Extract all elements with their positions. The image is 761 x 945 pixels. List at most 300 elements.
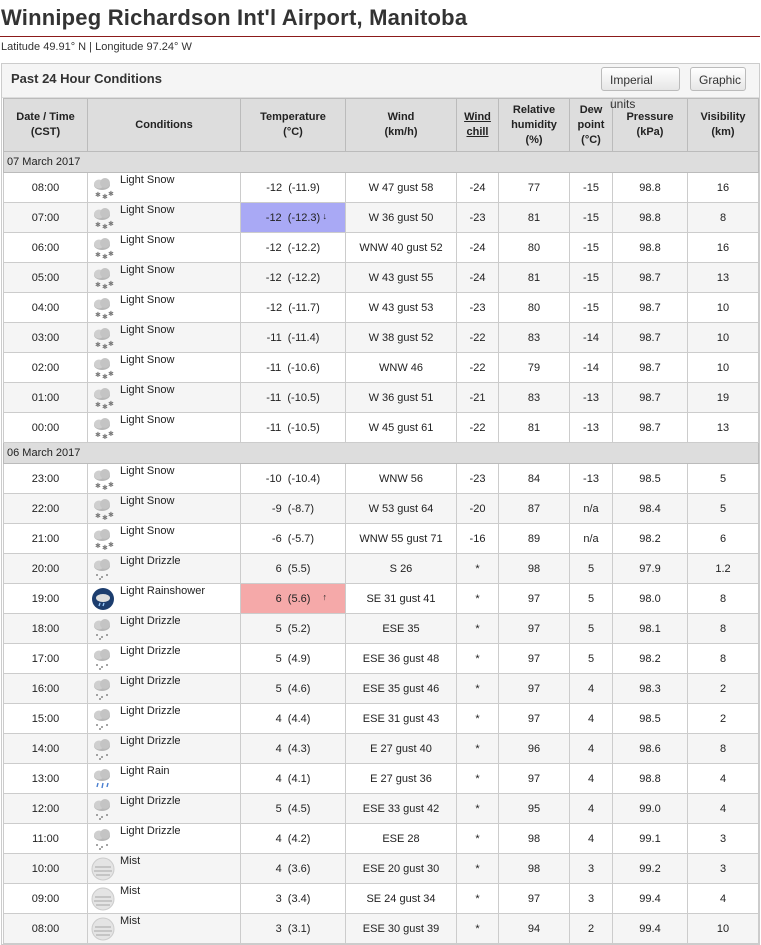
snow-icon [91,236,115,260]
snow-icon [91,416,115,440]
temperature-value: -11 (-10.5) [266,391,320,404]
dew-point-cell: -14 [570,353,613,383]
col-wind: Wind (km/h) [346,99,457,152]
conditions-cell [88,293,241,323]
wind-cell: E 27 gust 36 [346,764,457,794]
svg-text:✱: ✱ [95,402,101,409]
conditions-cell [88,584,241,614]
time-cell: 18:00 [4,614,88,644]
svg-text:✱: ✱ [95,483,101,490]
svg-text:✱: ✱ [102,284,108,290]
humidity-cell: 95 [499,794,570,824]
conditions-cell [88,704,241,734]
snow-icon [91,326,115,350]
svg-text:✱: ✱ [108,401,114,408]
humidity-cell: 94 [499,914,570,944]
time-cell: 19:00 [4,584,88,614]
temperature-cell [241,674,346,704]
svg-text:✱: ✱ [95,432,101,439]
dew-point-cell: 2 [570,914,613,944]
temperature-cell [241,233,346,263]
dew-point-cell: n/a [570,494,613,524]
conditions-label: Light Drizzle [120,645,181,657]
pressure-cell: 98.5 [613,704,688,734]
visibility-cell: 16 [688,173,759,203]
conditions-label: Light Drizzle [120,555,181,567]
time-cell: 08:00 [4,914,88,944]
svg-text:✱: ✱ [95,282,101,289]
svg-text:✱: ✱ [95,312,101,319]
dew-point-cell: 5 [570,554,613,584]
conditions-cell [88,233,241,263]
wind-cell: ESE 33 gust 42 [346,794,457,824]
humidity-cell: 77 [499,173,570,203]
conditions-label: Light Rain [120,765,170,777]
svg-text:✱: ✱ [102,254,108,260]
date-label: 06 March 2017 [4,443,759,464]
table-row [4,173,759,203]
humidity-cell: 80 [499,233,570,263]
snow-icon [91,176,115,200]
pressure-cell: 98.8 [613,203,688,233]
visibility-cell: 1.2 [688,554,759,584]
conditions-cell [88,614,241,644]
dew-point-cell: 5 [570,644,613,674]
date-row [4,443,759,464]
drizzle-icon [91,707,115,731]
date-label: 07 March 2017 [4,152,759,173]
conditions-label: Mist [120,885,141,897]
visibility-cell: 5 [688,464,759,494]
svg-text:✱: ✱ [102,224,108,230]
table-row [4,734,759,764]
temperature-cell [241,293,346,323]
humidity-cell: 83 [499,323,570,353]
svg-text:✱: ✱ [95,192,101,199]
dew-point-cell: 4 [570,824,613,854]
pressure-cell: 98.0 [613,584,688,614]
conditions-cell [88,734,241,764]
conditions-cell [88,914,241,944]
svg-text:✱: ✱ [108,341,114,348]
wind-cell: ESE 36 gust 48 [346,644,457,674]
conditions-cell [88,884,241,914]
table-row [4,764,759,794]
humidity-cell: 97 [499,644,570,674]
svg-text:✱: ✱ [95,513,101,520]
humidity-cell: 83 [499,383,570,413]
table-row [4,824,759,854]
date-row [4,152,759,173]
humidity-cell: 98 [499,554,570,584]
svg-text:✱: ✱ [102,485,108,491]
wind-chill-cell: * [457,704,499,734]
dew-point-cell: -15 [570,173,613,203]
pressure-cell: 98.8 [613,764,688,794]
table-row [4,233,759,263]
conditions-cell [88,173,241,203]
dew-point-cell: -13 [570,413,613,443]
dew-point-cell: -15 [570,293,613,323]
temperature-cell [241,353,346,383]
wind-chill-cell: -24 [457,173,499,203]
temperature-value: 5 (4.9) [275,652,311,665]
time-cell: 22:00 [4,494,88,524]
snow-icon [91,266,115,290]
visibility-cell: 2 [688,674,759,704]
time-cell: 23:00 [4,464,88,494]
conditions-label: Light Snow [120,294,175,306]
humidity-cell: 97 [499,674,570,704]
wind-cell: SE 24 gust 34 [346,884,457,914]
snow-icon [91,386,115,410]
temperature-cell [241,614,346,644]
humidity-cell: 87 [499,494,570,524]
svg-text:✱: ✱ [95,222,101,229]
pressure-cell: 98.7 [613,413,688,443]
visibility-cell: 5 [688,494,759,524]
temperature-cell [241,203,346,233]
dew-point-cell: 5 [570,584,613,614]
humidity-cell: 98 [499,854,570,884]
svg-text:✱: ✱ [102,515,108,521]
svg-text:✱: ✱ [108,512,114,519]
table-row [4,614,759,644]
svg-text:✱: ✱ [108,311,114,318]
wind-cell: W 53 gust 64 [346,494,457,524]
wind-chill-cell: * [457,824,499,854]
temperature-value: 5 (5.2) [275,622,311,635]
table-row [4,413,759,443]
conditions-label: Light Snow [120,204,175,216]
humidity-cell: 97 [499,764,570,794]
drizzle-icon [91,797,115,821]
wind-cell: ESE 31 gust 43 [346,704,457,734]
table-row [4,323,759,353]
night-rain-icon [91,587,115,611]
table-row [4,383,759,413]
temperature-value: 5 (4.6) [275,682,311,695]
visibility-cell: 2 [688,704,759,734]
wind-cell: SE 31 gust 41 [346,584,457,614]
visibility-cell: 16 [688,233,759,263]
pressure-cell: 99.0 [613,794,688,824]
temperature-value: 6 (5.5) [275,562,311,575]
conditions-cell [88,644,241,674]
wind-chill-cell: -20 [457,494,499,524]
conditions-label: Light Snow [120,414,175,426]
conditions-cell [88,494,241,524]
drizzle-icon [91,557,115,581]
wind-chill-cell: -22 [457,413,499,443]
conditions-panel [1,63,760,945]
temperature-value: 4 (3.6) [275,862,311,875]
svg-text:✱: ✱ [108,191,114,198]
dew-point-cell: 5 [570,614,613,644]
temperature-value: 6 (5.6) [275,592,311,605]
mist-icon [91,917,115,941]
temperature-cell [241,413,346,443]
col-humidity: Relative humidity (%) [499,99,570,152]
temperature-value: -6 (-5.7) [271,532,315,545]
col-temperature: Temperature (°C) [241,99,346,152]
table-row [4,674,759,704]
temperature-value: -12 (-11.7) [266,301,320,314]
temperature-cell [241,644,346,674]
dew-point-cell: -15 [570,203,613,233]
pressure-cell: 98.2 [613,644,688,674]
coordinates: Latitude 49.91° N | Longitude 97.24° W [1,41,192,53]
temperature-value: 4 (4.2) [275,832,311,845]
visibility-cell: 10 [688,293,759,323]
humidity-cell: 81 [499,203,570,233]
time-cell: 06:00 [4,233,88,263]
wind-cell: E 27 gust 40 [346,734,457,764]
time-cell: 01:00 [4,383,88,413]
temperature-value: 4 (4.4) [275,712,311,725]
wind-cell: WNW 56 [346,464,457,494]
wind-chill-cell: -21 [457,383,499,413]
time-cell: 09:00 [4,884,88,914]
svg-text:✱: ✱ [102,374,108,380]
dew-point-cell: 4 [570,794,613,824]
temperature-cell [241,584,346,614]
pressure-cell: 98.8 [613,173,688,203]
conditions-label: Mist [120,855,141,867]
col-visibility: Visibility (km) [688,99,759,152]
conditions-label: Light Snow [120,324,175,336]
visibility-cell: 10 [688,323,759,353]
wind-chill-cell: -24 [457,233,499,263]
dew-point-cell: 3 [570,854,613,884]
conditions-label: Light Snow [120,354,175,366]
pressure-cell: 99.1 [613,824,688,854]
pressure-cell: 98.7 [613,353,688,383]
imperial-units-button[interactable]: Imperial units [601,67,680,91]
temperature-value: -12 (-11.9) [266,181,320,194]
temperature-cell [241,554,346,584]
title-rule [0,36,760,37]
table-row [4,794,759,824]
humidity-cell: 81 [499,263,570,293]
rain-icon [91,767,115,791]
wind-chill-cell: -24 [457,263,499,293]
temperature-value: 5 (4.5) [275,802,311,815]
wind-chill-cell: * [457,734,499,764]
time-cell: 00:00 [4,413,88,443]
temperature-cell [241,824,346,854]
drizzle-icon [91,827,115,851]
table-row [4,464,759,494]
table-row [4,854,759,884]
header-row [4,99,759,152]
snow-icon [91,497,115,521]
pressure-cell: 98.5 [613,464,688,494]
table-row [4,293,759,323]
table-row [4,494,759,524]
pressure-cell: 99.4 [613,914,688,944]
svg-text:✱: ✱ [102,194,108,200]
arrow-up-icon: ↑ [322,592,327,602]
mist-icon [91,887,115,911]
time-cell: 16:00 [4,674,88,704]
wind-chill-cell: * [457,674,499,704]
table-row [4,524,759,554]
visibility-cell: 13 [688,263,759,293]
dew-point-cell: 4 [570,734,613,764]
dew-point-cell: -13 [570,464,613,494]
temperature-value: 4 (4.1) [275,772,311,785]
wind-cell: W 43 gust 55 [346,263,457,293]
visibility-cell: 4 [688,884,759,914]
visibility-cell: 4 [688,764,759,794]
conditions-table [3,98,759,944]
wind-cell: WNW 46 [346,353,457,383]
dew-point-cell: -13 [570,383,613,413]
pressure-cell: 98.8 [613,233,688,263]
time-cell: 08:00 [4,173,88,203]
visibility-cell: 8 [688,734,759,764]
temperature-cell [241,494,346,524]
page-title: Winnipeg Richardson Int'l Airport, Manitoba [1,5,468,30]
time-cell: 05:00 [4,263,88,293]
svg-text:✱: ✱ [108,221,114,228]
wind-cell: W 47 gust 58 [346,173,457,203]
temperature-value: -10 (-10.4) [265,472,321,485]
wind-cell: W 43 gust 53 [346,293,457,323]
time-cell: 12:00 [4,794,88,824]
arrow-down-icon: ↓ [322,211,327,221]
table-row [4,644,759,674]
conditions-cell [88,203,241,233]
conditions-label: Mist [120,915,141,927]
time-cell: 21:00 [4,524,88,554]
wind-cell: WNW 55 gust 71 [346,524,457,554]
svg-text:✱: ✱ [95,543,101,550]
conditions-cell [88,383,241,413]
visibility-cell: 4 [688,794,759,824]
conditions-label: Light Snow [120,174,175,186]
temperature-value: 3 (3.4) [275,892,311,905]
humidity-cell: 97 [499,584,570,614]
humidity-cell: 97 [499,614,570,644]
conditions-cell [88,323,241,353]
temperature-cell [241,173,346,203]
mist-icon [91,857,115,881]
time-cell: 03:00 [4,323,88,353]
wind-cell: W 45 gust 61 [346,413,457,443]
wind-cell: W 38 gust 52 [346,323,457,353]
dew-point-cell: -14 [570,323,613,353]
time-cell: 02:00 [4,353,88,383]
col-pressure: Pressure (kPa) [613,99,688,152]
humidity-cell: 79 [499,353,570,383]
visibility-cell: 10 [688,353,759,383]
conditions-label: Light Drizzle [120,825,181,837]
col-conditions: Conditions [88,99,241,152]
conditions-label: Light Rainshower [120,585,205,597]
humidity-cell: 97 [499,884,570,914]
conditions-cell [88,794,241,824]
table-row [4,884,759,914]
visibility-cell: 8 [688,614,759,644]
wind-cell: W 36 gust 50 [346,203,457,233]
temperature-value: -11 (-10.5) [266,421,320,434]
col-wind-chill[interactable]: Wind chill [457,99,499,152]
visibility-cell: 3 [688,824,759,854]
wind-cell: WNW 40 gust 52 [346,233,457,263]
conditions-label: Light Drizzle [120,705,181,717]
graphic-button[interactable]: Graphic [690,67,746,91]
conditions-label: Light Snow [120,264,175,276]
temperature-value: -12 (-12.3) [265,211,321,224]
wind-chill-cell: -23 [457,203,499,233]
temperature-cell [241,914,346,944]
wind-cell: ESE 20 gust 30 [346,854,457,884]
drizzle-icon [91,737,115,761]
wind-chill-cell: * [457,584,499,614]
wind-cell: W 36 gust 51 [346,383,457,413]
temperature-value: -9 (-8.7) [271,502,315,515]
table-row [4,263,759,293]
dew-point-cell: 4 [570,764,613,794]
conditions-label: Light Drizzle [120,735,181,747]
table-row [4,203,759,233]
svg-text:✱: ✱ [95,342,101,349]
wind-chill-cell: -23 [457,464,499,494]
wind-chill-cell: * [457,914,499,944]
svg-text:✱: ✱ [108,542,114,549]
snow-icon [91,206,115,230]
time-cell: 20:00 [4,554,88,584]
temperature-cell [241,524,346,554]
pressure-cell: 98.7 [613,383,688,413]
pressure-cell: 98.7 [613,293,688,323]
dew-point-cell: 4 [570,704,613,734]
temperature-cell [241,854,346,884]
temperature-cell [241,794,346,824]
wind-chill-cell: -23 [457,293,499,323]
pressure-cell: 98.4 [613,494,688,524]
humidity-cell: 84 [499,464,570,494]
wind-chill-cell: * [457,764,499,794]
humidity-cell: 96 [499,734,570,764]
time-cell: 17:00 [4,644,88,674]
visibility-cell: 19 [688,383,759,413]
table-body [4,152,759,944]
wind-chill-cell: -22 [457,323,499,353]
temperature-value: -12 (-12.2) [265,241,321,254]
wind-chill-cell: -22 [457,353,499,383]
humidity-cell: 89 [499,524,570,554]
dew-point-cell: n/a [570,524,613,554]
dew-point-cell: -15 [570,233,613,263]
svg-text:✱: ✱ [95,372,101,379]
svg-text:✱: ✱ [95,252,101,259]
humidity-cell: 81 [499,413,570,443]
temperature-value: 3 (3.1) [275,922,311,935]
drizzle-icon [91,677,115,701]
svg-text:✱: ✱ [102,314,108,320]
time-cell: 14:00 [4,734,88,764]
conditions-cell [88,764,241,794]
snow-icon [91,467,115,491]
conditions-cell [88,824,241,854]
time-cell: 04:00 [4,293,88,323]
conditions-cell [88,413,241,443]
conditions-cell [88,674,241,704]
panel-header [2,64,759,111]
